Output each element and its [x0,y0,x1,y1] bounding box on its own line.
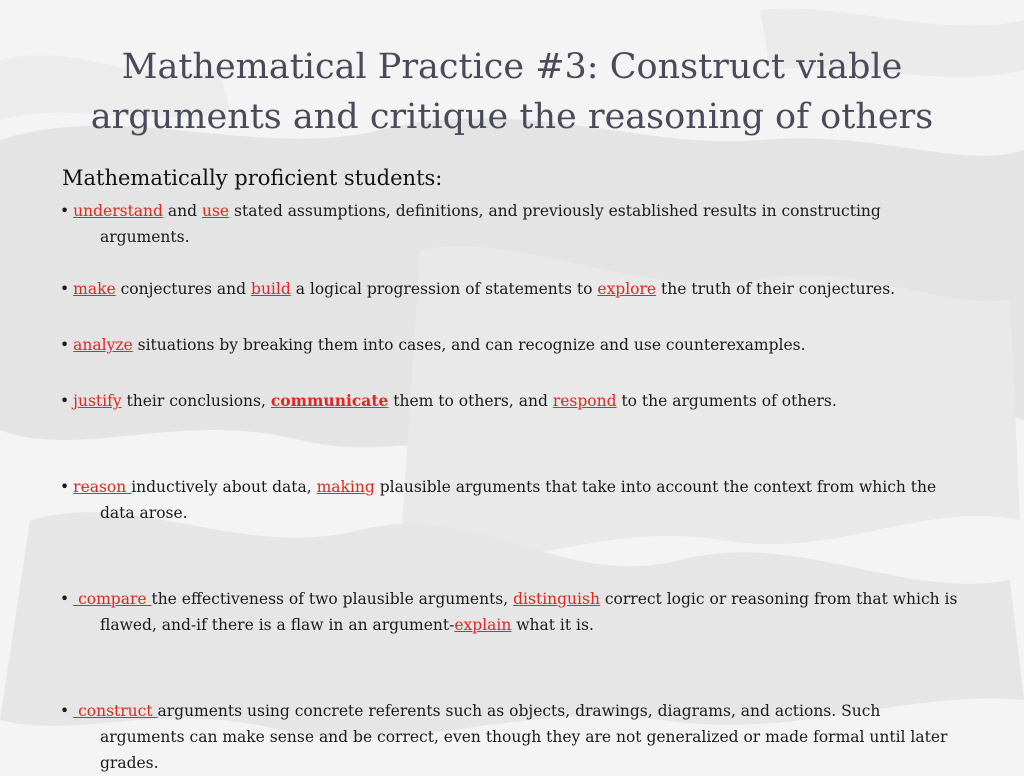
bullet-item [60,276,965,302]
keyword: respond [552,392,617,410]
bullet-text: conjectures and [115,280,252,298]
keyword: compare [73,590,152,608]
bullet-text: what it is. [511,616,594,634]
bullet-item [60,474,965,526]
keyword: analyze [73,336,133,354]
bullet-text: a logical progression of statements to [290,280,598,298]
bullet-marker: • [60,590,70,608]
keyword: communicate [270,391,389,410]
bullet-marker: • [60,392,70,410]
keyword: explore [597,280,657,298]
bullet-text: the truth of their conjectures. [656,280,896,298]
bullet-marker: • [60,336,70,354]
keyword: making [316,478,375,496]
keyword: distinguish [513,590,600,608]
slide-title: Mathematical Practice #3: Construct viable arguments and critique the reasoning of others [90,47,934,137]
keyword: justify [73,392,122,410]
bullet-text: them to others, and [388,392,553,410]
keyword: reason [73,478,132,496]
bullet-item [60,198,965,250]
bullet-text: situations by breaking them into cases, and can recognize and use counterexamples. [132,336,806,354]
keyword: make [73,280,116,298]
keyword: use [201,202,230,220]
bullet-item [60,586,965,638]
bullet-text: and [162,202,202,220]
bullet-text: stated assumptions, definitions, and previously established results in constructing arguments. [100,202,881,246]
slide-subtitle: Mathematically proficient students: [62,166,443,190]
bullet-marker: • [60,280,70,298]
bullet-marker: • [60,202,70,220]
bullet-item [60,698,965,776]
bullet-text: the effectiveness of two plausible arguments, [151,590,514,608]
bullet-text: arguments using concrete referents such as objects, drawings, diagrams, and actions. Such arguments can make sense and be correct, even though they are not generalized or made formal until later grades. [100,702,948,772]
bullet-list [60,198,965,776]
bullet-text: their conclusions, [121,392,271,410]
bullet-item [60,388,965,414]
bullet-marker: • [60,478,70,496]
keyword: construct [73,702,158,720]
bullet-text: inductively about data, [131,478,317,496]
bullet-item [60,332,965,358]
bullet-marker: • [60,702,70,720]
bullet-text: plausible arguments that take into account the context from which the data arose. [100,478,937,522]
keyword: build [251,280,291,298]
bullet-text: to the arguments of others. [616,392,837,410]
keyword: understand [73,202,163,220]
bullet-text: correct logic or reasoning from that which is flawed, and-if there is a flaw in an argument- [100,590,958,634]
keyword: explain [454,616,512,634]
